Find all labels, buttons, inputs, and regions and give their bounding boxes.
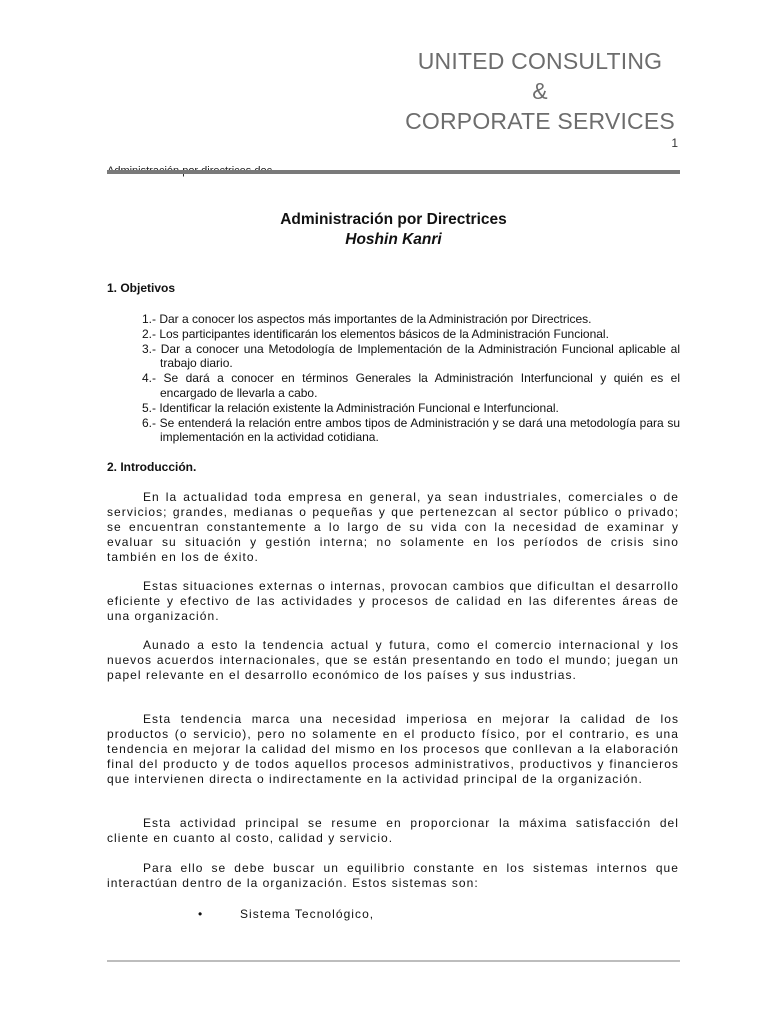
intro-paragraph: Esta tendencia marca una necesidad imperiosa en mejorar la calidad de los productos (o servicio), pero no solamente en el producto físico, por el contrario, es una tendencia en mejorar la calidad del mismo en los procesos que conllevan a la elaboración final del producto y de todos aquellos procesos administrativos, productivos y financieros que intervienen directa o indirectamente en la actividad principal de la organización.	[107, 712, 679, 786]
page-number: 1	[671, 136, 678, 150]
objective-item: 2.- Los participantes identificarán los elementos básicos de la Administración Funcional.	[142, 326, 609, 341]
bullet-text: Sistema Tecnológico,	[240, 907, 375, 921]
document-subtitle: Hoshin Kanri	[345, 231, 442, 248]
section-heading-objetivos: 1. Objetivos	[107, 281, 176, 295]
objectives-list	[142, 312, 680, 445]
footer-divider	[107, 960, 680, 962]
document-title-block	[107, 210, 680, 250]
bullet-icon: •	[198, 907, 204, 921]
bullet-item	[198, 907, 374, 921]
section-heading-introduccion: 2. Introducción.	[107, 460, 197, 474]
company-line-1: UNITED CONSULTING	[417, 48, 663, 74]
intro-paragraph: Aunado a esto la tendencia actual y futura, como el comercio internacional y los nuevos acuerdos internacionales, que se están presentando en todo el mundo; juegan un papel relevante en el desarrollo económico de los países y sus industrias.	[107, 638, 679, 682]
intro-paragraph: En la actualidad toda empresa en general, ya sean industriales, comerciales o de servicios; grandes, medianas o pequeñas y que pertenezcan al sector público o privado; se encuentran constantemente a lo largo de su vida con la necesidad de examinar y evaluar su situación y gestión interna; no solamente en los períodos de crisis sino también en los de éxito.	[107, 490, 679, 564]
objective-item: 5.- Identificar la relación existente la Administración Funcional e Interfuncional.	[142, 400, 559, 415]
company-line-2: &	[532, 78, 548, 104]
objective-item: 6.- Se entenderá la relación entre ambos tipos de Administración y se dará una metodología para su implementación en la actividad cotidiana.	[142, 415, 680, 445]
objective-item: 4.- Se dará a conocer en términos Generales la Administración Interfuncional y quién es el encargado de llevarla a cabo.	[142, 371, 680, 400]
company-line-3: CORPORATE SERVICES	[405, 108, 675, 134]
objective-item: 3.- Dar a conocer una Metodología de Implementación de la Administración Funcional aplicable al trabajo diario.	[142, 341, 680, 371]
header-divider	[107, 170, 680, 174]
document-title: Administración por Directrices	[280, 211, 507, 228]
intro-paragraph: Estas situaciones externas o internas, provocan cambios que dificultan el desarrollo eficiente y efectivo de las actividades y procesos de calidad en las diferentes áreas de una organización.	[107, 579, 679, 623]
objective-item: 1.- Dar a conocer los aspectos más importantes de la Administración por Directrices.	[142, 312, 592, 326]
intro-paragraph: Esta actividad principal se resume en proporcionar la máxima satisfacción del cliente en cuanto al costo, calidad y servicio.	[107, 816, 679, 845]
intro-paragraph: Para ello se debe buscar un equilibrio constante en los sistemas internos que interactúan dentro de la organización. Estos sistemas son:	[107, 861, 679, 890]
company-name	[380, 46, 700, 136]
